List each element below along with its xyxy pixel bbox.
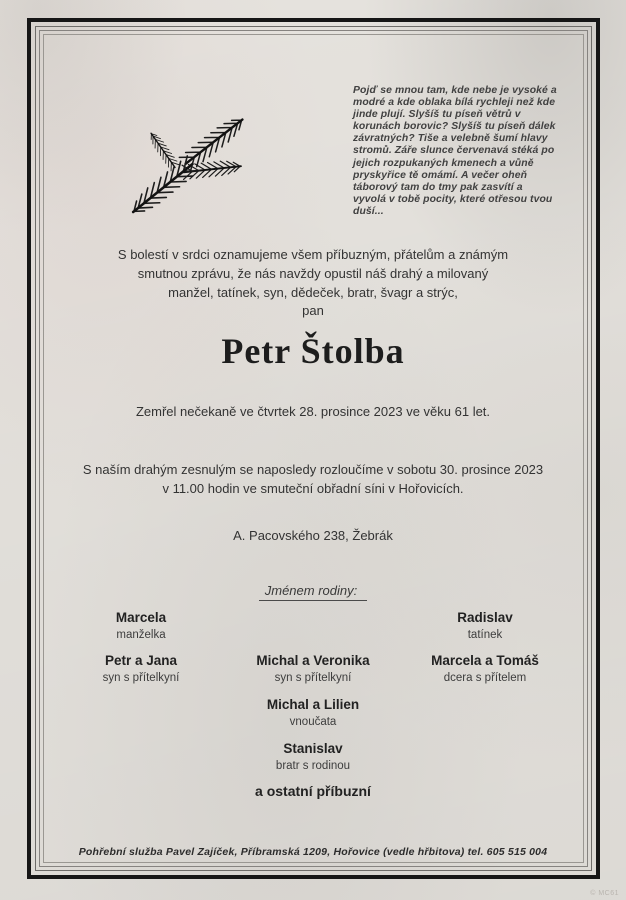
family-member-wife	[55, 610, 227, 641]
poem-line: korunách borovic? Slyšíš tu píseň dálek	[353, 121, 556, 133]
deceased-name: Petr Štolba	[221, 331, 405, 371]
farewell-line: v 11.00 hodin ve smuteční obřadní síni v Hořovicích.	[162, 481, 464, 496]
poem-line: modré a kde oblaka bílá rychleji než kde	[353, 97, 556, 109]
family-heading	[0, 583, 626, 601]
poem-line: jejich rozpukaných kmenech a vůně	[353, 157, 534, 169]
family-member-brother	[227, 741, 399, 772]
family-member-relation: vnoučata	[289, 716, 337, 728]
family-member-name: Michal a Veronika	[256, 653, 370, 668]
death-date-line: Zemřel nečekaně ve čtvrtek 28. prosince 2023 ve věku 61 let.	[135, 404, 491, 419]
announcement-line: pan	[302, 303, 324, 319]
family-member-relation: manželka	[116, 629, 166, 641]
poem-line: závratných? Tiše a velebně šumí hlavy	[353, 133, 548, 145]
family-heading-label: Jménem rodiny:	[259, 583, 367, 601]
family-member-name: Marcela a Tomáš	[431, 653, 539, 668]
farewell-info	[0, 460, 626, 498]
announcement-text	[0, 246, 626, 321]
farewell-line: S naším drahým zesnulým se naposledy rozloučíme v sobotu 30. prosince 2023	[82, 462, 544, 477]
poem-line: pryskyřice tě omámí. A večer oheň	[353, 169, 528, 181]
poem-line: stromů. Záře slunce červenavá stéká po	[353, 145, 555, 157]
family-member-daughter	[399, 653, 571, 684]
announcement-line: manžel, tatínek, syn, dědeček, bratr, švagr a strýc,	[168, 284, 458, 300]
print-watermark: © MC61	[590, 890, 619, 897]
poem-line: duší...	[353, 205, 384, 217]
family-member-relation: tatínek	[467, 629, 503, 641]
poem-line: vyvolá v tobě pocity, které otřesou tvou	[353, 193, 553, 205]
family-member-relation: syn s přítelkyní	[274, 672, 352, 684]
funeral-service-footer: Pohřební služba Pavel Zajíček, Příbramská 1209, Hořovice (vedle hřbitova) tel. 605 515 004	[78, 846, 548, 858]
poem-line: táborový tam do tmy pak zasvítí a	[353, 181, 523, 193]
family-member-son1	[55, 653, 227, 684]
family-member-name: Marcela	[115, 610, 167, 625]
address-line: A. Pacovského 238, Žebrák	[233, 528, 393, 543]
opening-poem	[353, 85, 575, 218]
pine-branch-icon	[98, 100, 276, 238]
family-member-name: Stanislav	[283, 741, 343, 756]
family-member-name: Michal a Lilien	[266, 697, 360, 712]
poem-line: Pojď se mnou tam, kde nebe je vysoké a	[353, 85, 557, 96]
family-member-grandchildren	[227, 697, 399, 728]
family-member-son2	[227, 653, 399, 684]
announcement-line: smutnou zprávu, že nás navždy opustil náš drahý a milovaný	[137, 265, 489, 281]
poem-line: jinde plují. Slyšíš tu píseň větrů v	[353, 109, 521, 121]
family-member-relation: syn s přítelkyní	[102, 672, 180, 684]
family-list	[55, 610, 571, 799]
family-member-relation: bratr s rodinou	[275, 760, 351, 772]
family-member-relation: dcera s přítelem	[443, 672, 527, 684]
announcement-line: S bolestí v srdci oznamujeme všem příbuzným, přátelům a známým	[117, 247, 509, 262]
family-member-father	[399, 610, 571, 641]
family-member-name: Petr a Jana	[104, 653, 178, 668]
family-member-name: Radislav	[457, 610, 513, 625]
family-closing: a ostatní příbuzní	[255, 783, 371, 799]
